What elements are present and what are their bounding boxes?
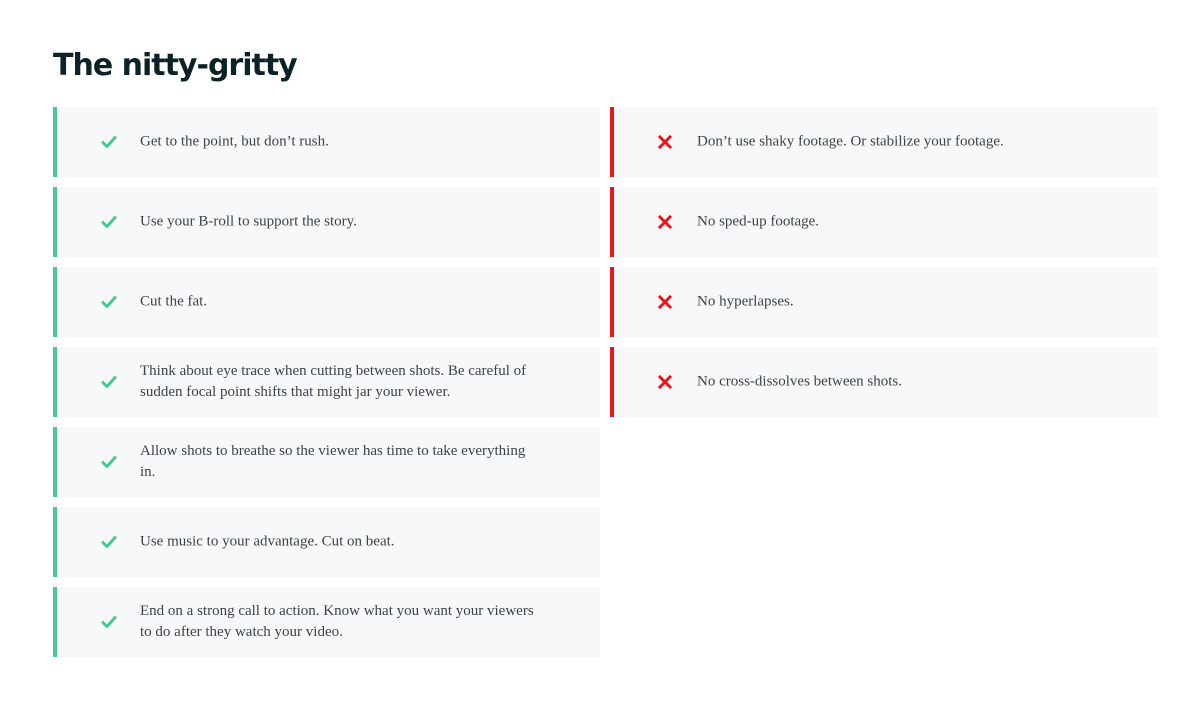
do-item-text: Cut the fat. [140, 293, 208, 310]
cross-icon [657, 294, 673, 310]
check-icon [101, 534, 117, 550]
do-item [53, 267, 600, 337]
do-item [53, 347, 600, 417]
do-item-text: Use your B-roll to support the story. [140, 213, 357, 230]
dont-item [610, 107, 1159, 177]
do-item-text: Get to the point, but don’t rush. [140, 133, 329, 150]
donts-list [610, 107, 1159, 427]
do-item [53, 187, 600, 257]
do-item-text: Think about eye trace when cutting between shots. Be careful of sudden focal point shifts that might jar your viewer. [140, 363, 527, 400]
dos-list [53, 107, 600, 667]
dont-item [610, 267, 1159, 337]
check-icon [101, 374, 117, 390]
cross-icon [657, 134, 673, 150]
cross-icon [657, 214, 673, 230]
dont-item-text: No hyperlapses. [697, 293, 794, 310]
do-item [53, 587, 600, 657]
dont-item-text: Don’t use shaky footage. Or stabilize your footage. [697, 133, 1004, 150]
dont-item [610, 347, 1159, 417]
dont-item-text: No sped-up footage. [697, 213, 820, 230]
check-icon [101, 614, 117, 630]
check-icon [101, 454, 117, 470]
check-icon [101, 214, 117, 230]
do-item [53, 427, 600, 497]
do-item-text: Use music to your advantage. Cut on beat. [140, 533, 395, 550]
cross-icon [657, 374, 673, 390]
check-icon [101, 294, 117, 310]
do-item-text: Allow shots to breathe so the viewer has time to take everything in. [140, 443, 526, 480]
do-item [53, 507, 600, 577]
page-title: The nitty-gritty [53, 48, 297, 83]
dont-item [610, 187, 1159, 257]
do-item-text: End on a strong call to action. Know what you want your viewers to do after they watch your video. [140, 603, 534, 640]
dont-item-text: No cross-dissolves between shots. [697, 373, 902, 390]
check-icon [101, 134, 117, 150]
do-item [53, 107, 600, 177]
